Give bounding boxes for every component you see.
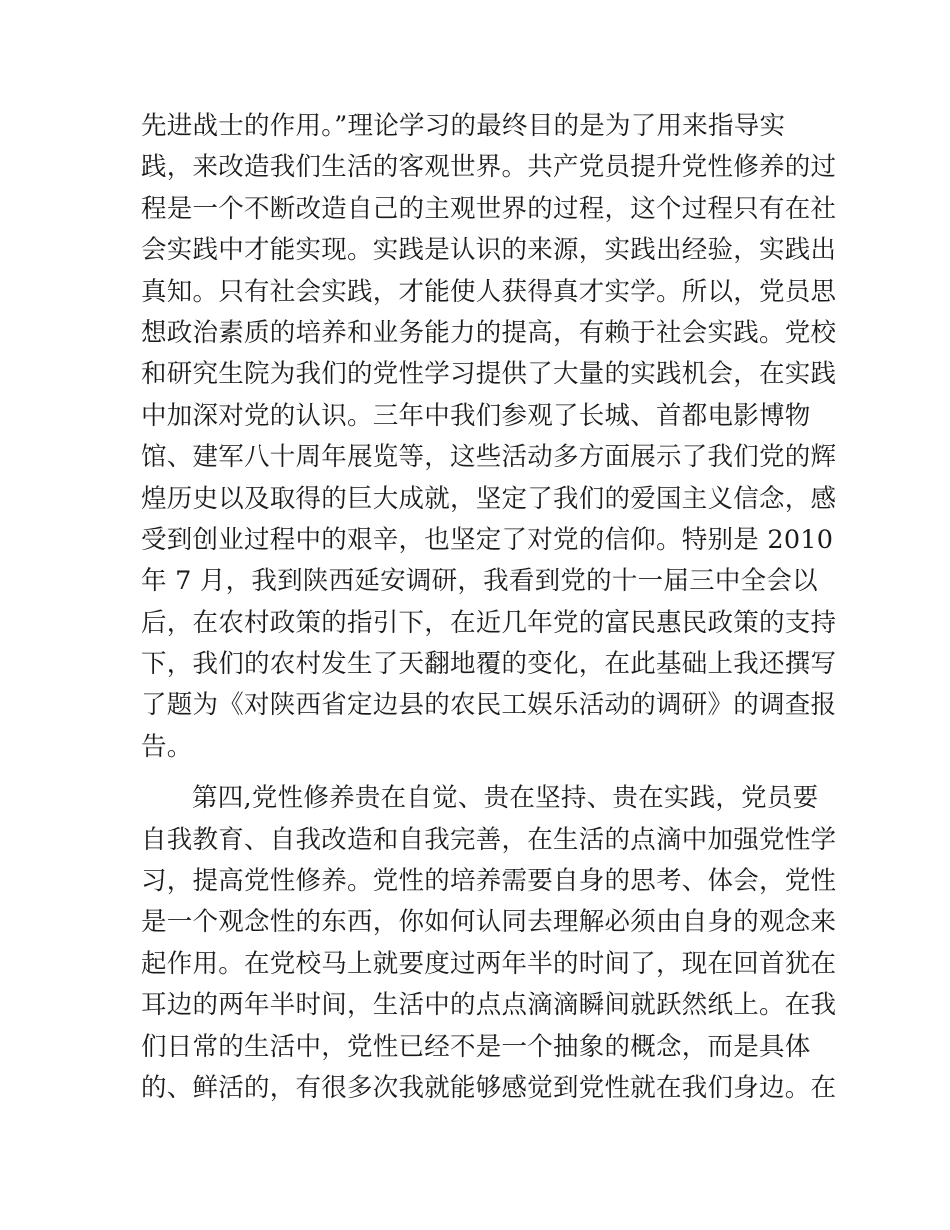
text-line: 先进战士的作用。”理论学习的最终目的是为了用来指导实 — [141, 111, 786, 141]
text-line: 年 7 月，我到陕西延安调研，我看到党的十一届三中全会以 — [141, 566, 818, 597]
text-line: 真知。只有社会实践，才能使人获得真才实学。所以，党员思 — [141, 276, 837, 307]
text-line: 了题为《对陕西省定边县的农民工娱乐活动的调研》的调查报 — [141, 690, 837, 721]
text-line: 第四,党性修养贵在自觉、贵在坚持、贵在实践，党员要 — [192, 783, 819, 814]
text-line: 耳边的两年半时间，生活中的点点滴滴瞬间就跃然纸上。在我 — [141, 990, 837, 1021]
text-line: 是一个观念性的东西，你如何认同去理解必须由自身的观念来 — [141, 907, 837, 938]
text-line: 下，我们的农村发生了天翻地覆的变化，在此基础上我还撰写 — [141, 649, 837, 680]
text-line: 们日常的生活中，党性已经不是一个抽象的概念，而是具体 — [141, 1031, 811, 1062]
text-line: 起作用。在党校马上就要度过两年半的时间了，现在回首犹在 — [141, 948, 837, 979]
text-line: 中加深对党的认识。三年中我们参观了长城、首都电影博物 — [141, 400, 811, 431]
text-line: 馆、建军八十周年展览等，这些活动多方面展示了我们党的辉 — [141, 442, 837, 473]
text-line: 践，来改造我们生活的客观世界。共产党员提升党性修养的过 — [141, 152, 837, 183]
text-line: 受到创业过程中的艰辛，也坚定了对党的信仰。特别是 2010 — [141, 524, 834, 555]
text-line: 自我教育、自我改造和自我完善，在生活的点滴中加强党性学 — [141, 824, 837, 855]
text-line: 告。 — [141, 731, 193, 762]
paragraph-practice — [141, 106, 837, 768]
text-line: 后，在农村政策的指引下，在近几年党的富民惠民政策的支持 — [141, 607, 837, 638]
text-line: 煌历史以及取得的巨大成就，坚定了我们的爱国主义信念，感 — [141, 483, 837, 514]
paragraph-fourth-point — [141, 778, 837, 1109]
text-line: 会实践中才能实现。实践是认识的来源，实践出经验，实践出 — [141, 235, 837, 266]
text-line: 程是一个不断改造自己的主观世界的过程，这个过程只有在社 — [141, 193, 837, 224]
text-line: 的、鲜活的，有很多次我就能够感觉到党性就在我们身边。在 — [141, 1072, 837, 1103]
paragraph-spacing — [141, 768, 821, 778]
text-line: 想政治素质的培养和业务能力的提高，有赖于社会实践。党校 — [141, 317, 837, 348]
text-line: 习，提高党性修养。党性的培养需要自身的思考、体会，党性 — [141, 866, 837, 897]
document-body — [141, 106, 837, 1109]
text-line: 和研究生院为我们的党性学习提供了大量的实践机会，在实践 — [141, 359, 837, 390]
